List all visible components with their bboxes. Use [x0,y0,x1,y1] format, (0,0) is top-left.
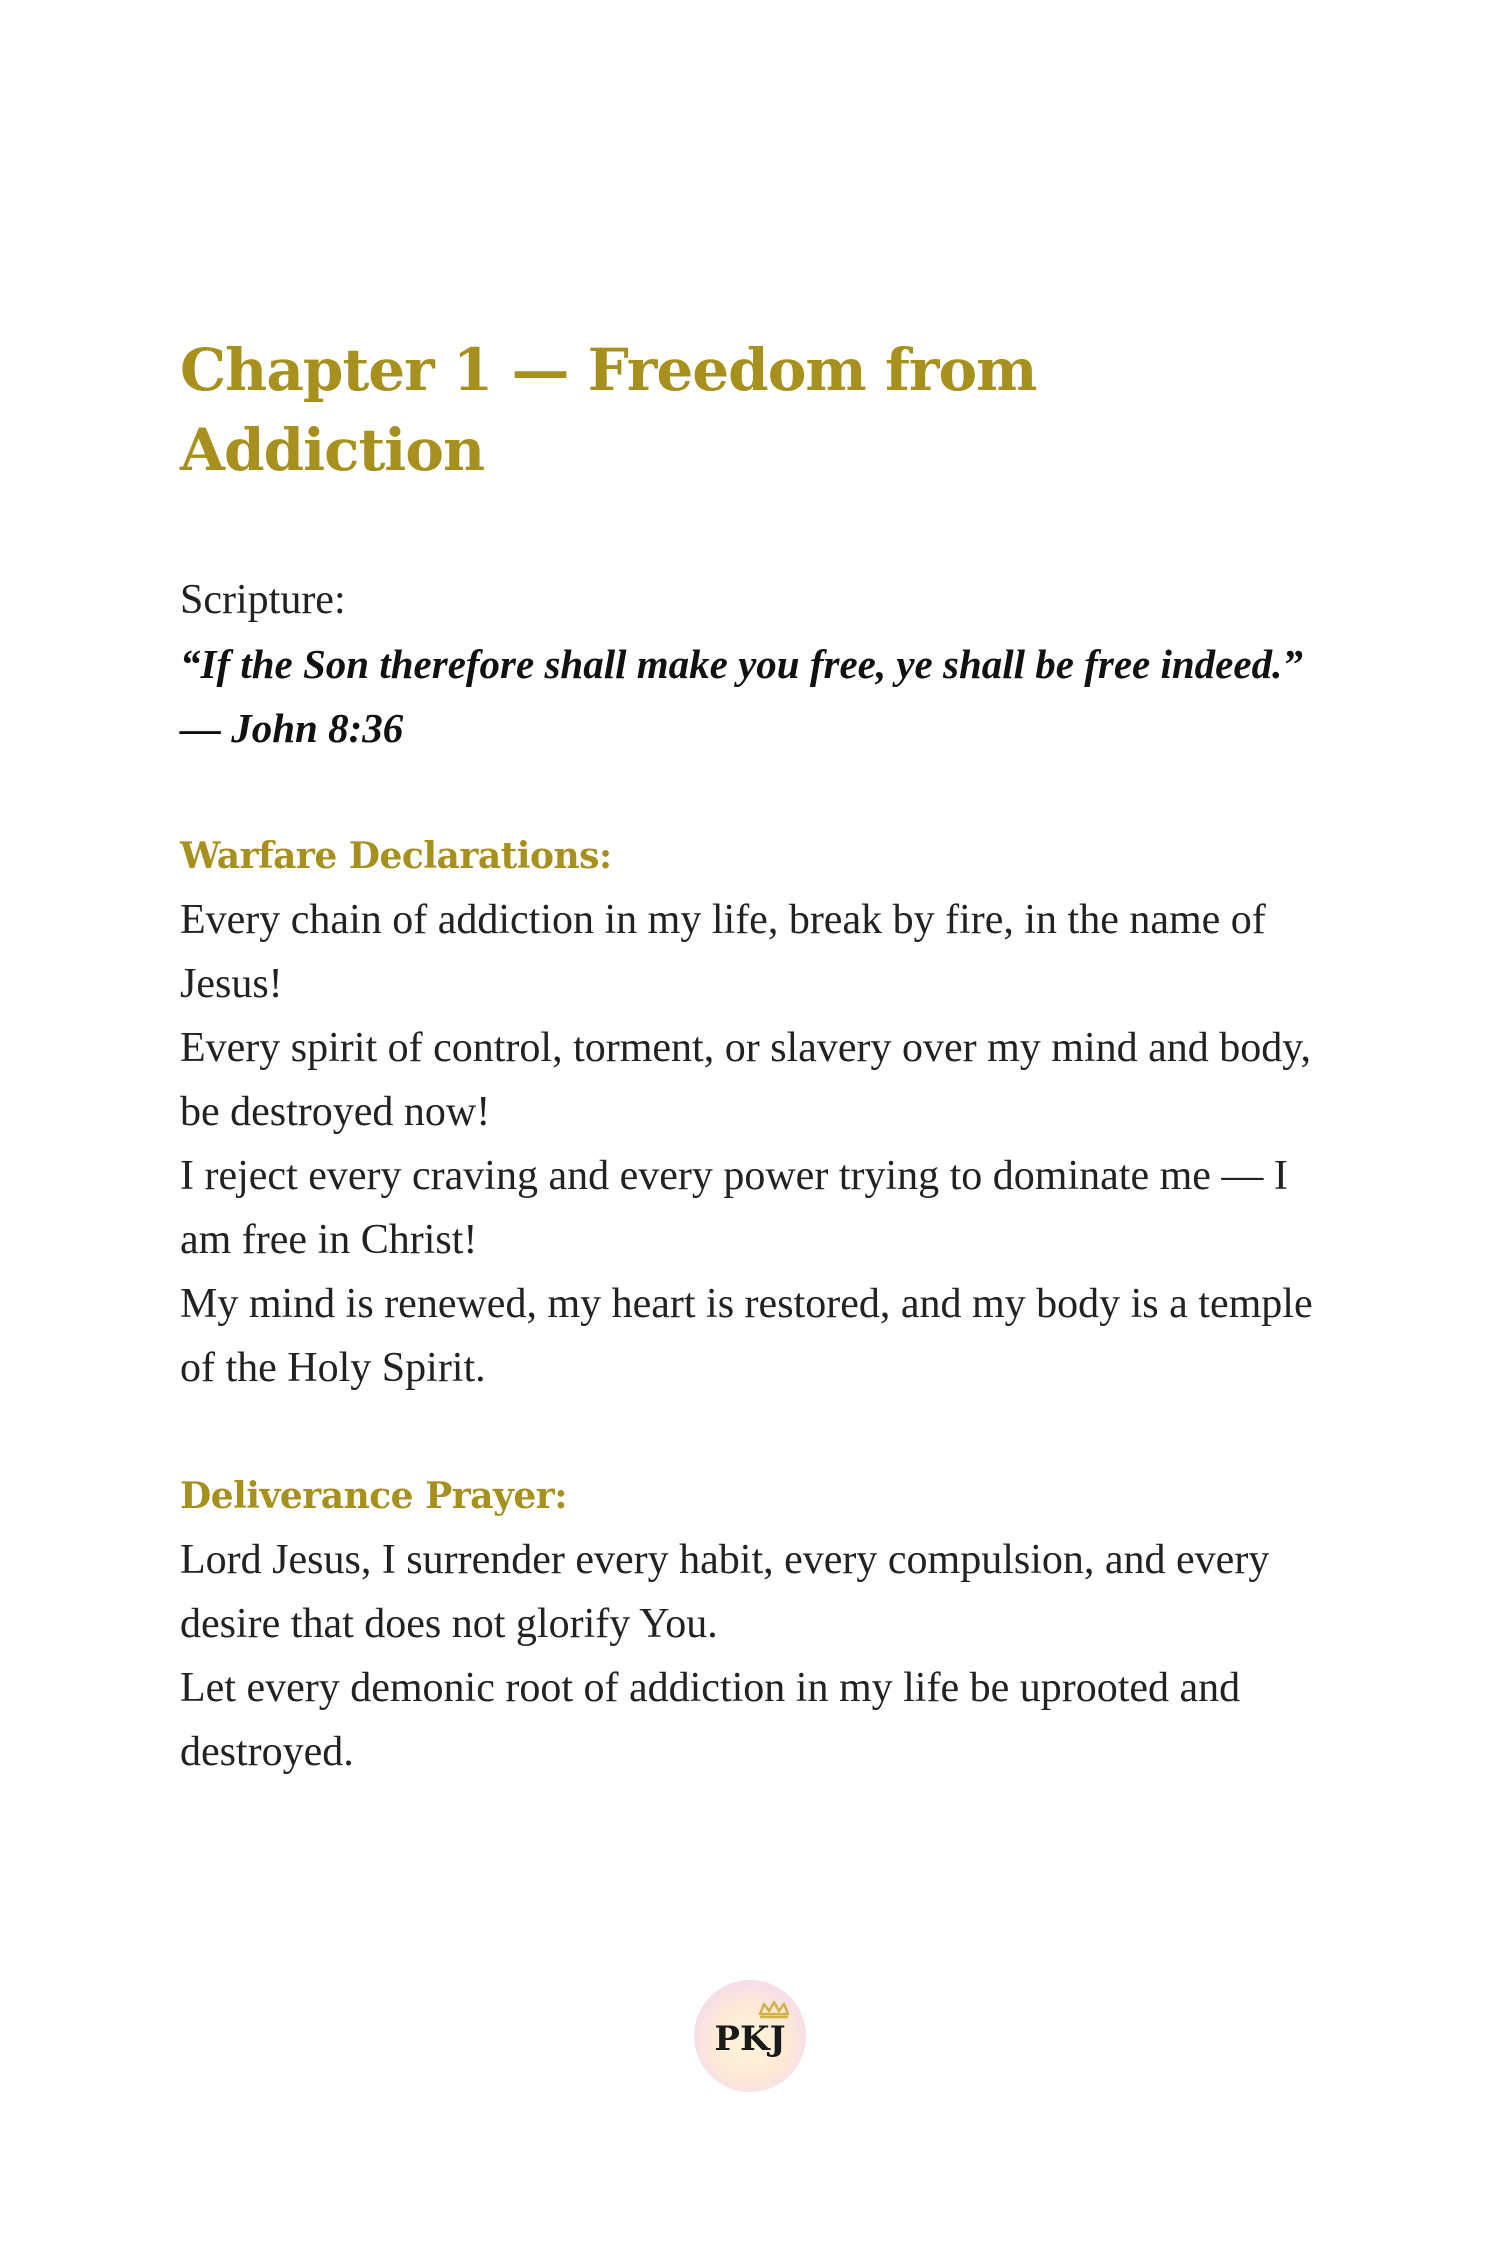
scripture-label: Scripture: [180,577,346,623]
pkj-logo [694,1980,806,2092]
scripture-block [180,568,1330,760]
declaration-line: Every spirit of control, torment, or slavery over my mind and body, be destroyed now! [180,1025,1312,1135]
prayer-line: Let every demonic root of addiction in my life be uprooted and destroyed. [180,1665,1241,1775]
deliverance-prayer-section [180,1464,1330,1784]
declaration-line: Every chain of addiction in my life, break by fire, in the name of Jesus! [180,897,1266,1007]
logo-lettering [694,1980,806,2092]
chapter-title: Chapter 1 — Freedom from Addiction [180,336,1037,484]
logo-text: PKJ [714,2019,786,2059]
chapter-content [180,330,1330,1784]
scripture-quote: “If the Son therefore shall make you free, ye shall be free indeed.” — John 8:36 [180,641,1303,751]
prayer-line: Lord Jesus, I surrender every habit, every compulsion, and every desire that does not glorify You. [180,1537,1270,1647]
deliverance-prayer-heading: Deliverance Prayer: [180,1475,568,1517]
warfare-declarations-section [180,824,1330,1400]
declaration-line: I reject every craving and every power trying to dominate me — I am free in Christ! [180,1153,1288,1263]
warfare-declarations-heading: Warfare Declarations: [180,835,612,877]
declaration-line: My mind is renewed, my heart is restored, and my body is a temple of the Holy Spirit. [180,1281,1313,1391]
